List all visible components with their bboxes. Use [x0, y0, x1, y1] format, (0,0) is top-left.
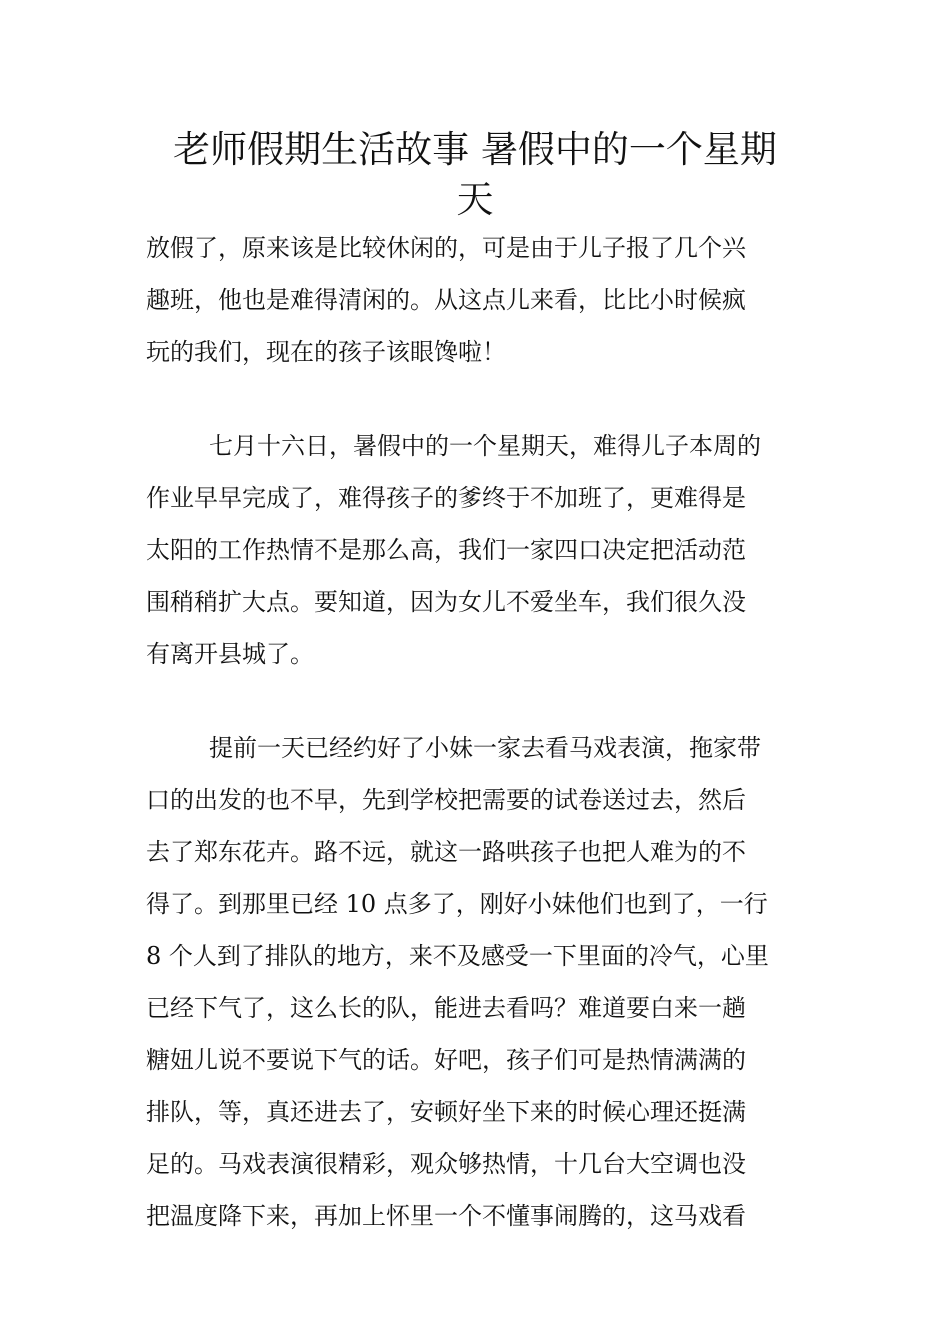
paragraph-line: 有离开县城了。	[146, 640, 314, 668]
paragraph-line: 放假了，原来该是比较休闲的，可是由于儿子报了几个兴	[146, 234, 746, 262]
paragraph-line: 太阳的工作热情不是那么高，我们一家四口决定把活动范	[146, 536, 746, 564]
paragraph-line: 去了郑东花卉。路不远，就这一路哄孩子也把人难为的不	[146, 838, 746, 866]
paragraph-line: 已经下气了，这么长的队，能进去看吗？难道要白来一趟	[146, 994, 746, 1022]
document-title: 老师假期生活故事 暑假中的一个星期	[173, 128, 777, 171]
paragraph-1	[146, 222, 806, 378]
paragraph-line: 8 个人到了排队的地方，来不及感受一下里面的冷气，心里	[146, 942, 769, 970]
paragraph-2	[146, 420, 806, 680]
paragraph-line: 玩的我们，现在的孩子该眼馋啦！	[146, 338, 506, 366]
paragraph-line: 作业早早完成了，难得孩子的爹终于不加班了，更难得是	[146, 484, 746, 512]
document-title-continued: 天	[456, 178, 494, 221]
paragraph-line: 趣班，他也是难得清闲的。从这点儿来看，比比小时候疯	[146, 286, 746, 314]
paragraph-line: 排队，等，真还进去了，安顿好坐下来的时候心理还挺满	[146, 1098, 746, 1126]
paragraph-line: 围稍稍扩大点。要知道，因为女儿不爱坐车，我们很久没	[146, 588, 746, 616]
paragraph-line: 糖妞儿说不要说下气的话。好吧，孩子们可是热情满满的	[146, 1046, 746, 1074]
paragraph-line: 足的。马戏表演很精彩，观众够热情，十几台大空调也没	[146, 1150, 746, 1178]
paragraph-line: 口的出发的也不早，先到学校把需要的试卷送过去，然后	[146, 786, 746, 814]
paragraph-line: 七月十六日，暑假中的一个星期天，难得儿子本周的	[209, 432, 761, 460]
paragraph-line: 把温度降下来，再加上怀里一个不懂事闹腾的，这马戏看	[146, 1202, 746, 1230]
paragraph-line: 提前一天已经约好了小妹一家去看马戏表演，拖家带	[209, 734, 761, 762]
paragraph-line: 得了。到那里已经 10 点多了，刚好小妹他们也到了，一行	[146, 890, 768, 918]
paragraph-3	[146, 722, 806, 1242]
